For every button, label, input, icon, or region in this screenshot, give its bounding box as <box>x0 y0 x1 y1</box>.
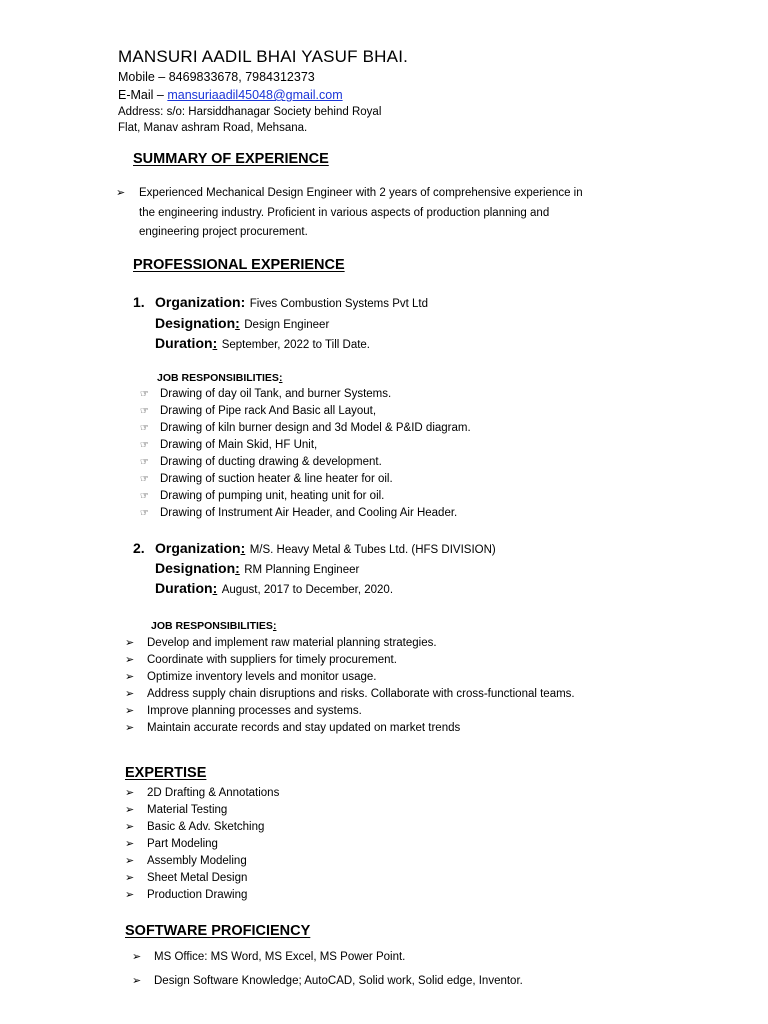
designation-label: Designation <box>155 315 236 331</box>
list-item: ➢ Address supply chain disruptions and risks. Collaborate with cross-functional teams. <box>125 686 575 703</box>
summary-arrow-icon: ➢ <box>116 187 126 199</box>
list-item: ☞ Drawing of ducting drawing & development. <box>140 454 471 471</box>
job-2-responsibilities <box>125 635 575 737</box>
list-item: ➢ Improve planning processes and systems. <box>125 703 575 720</box>
list-item: ➢ Maintain accurate records and stay updated on market trends <box>125 720 575 737</box>
pointing-hand-icon: ☞ <box>140 491 149 502</box>
pointing-hand-icon: ☞ <box>140 389 149 400</box>
pointing-hand-icon: ☞ <box>140 440 149 451</box>
arrow-bullet-icon: ➢ <box>125 688 135 700</box>
list-item: ➢ Assembly Modeling <box>125 853 279 870</box>
organization-label: Organization <box>155 294 241 310</box>
email-label: E-Mail – <box>118 88 168 102</box>
arrow-bullet-icon: ➢ <box>125 889 135 901</box>
arrow-bullet-icon: ➢ <box>125 855 135 867</box>
list-item: ➢ 2D Drafting & Annotations <box>125 785 279 802</box>
job-2-responsibilities-heading: JOB RESPONSIBILITIES: <box>151 620 277 632</box>
pointing-hand-icon: ☞ <box>140 457 149 468</box>
summary-heading: SUMMARY OF EXPERIENCE <box>133 151 329 167</box>
arrow-bullet-icon: ➢ <box>125 787 135 799</box>
organization-value: M/S. Heavy Metal & Tubes Ltd. (HFS DIVISION) <box>249 544 496 556</box>
summary-paragraph <box>139 184 609 243</box>
arrow-bullet-icon: ➢ <box>125 705 135 717</box>
job-2-designation: Designation: RM Planning Engineer <box>155 560 360 576</box>
software-item: ➢ MS Office: MS Word, MS Excel, MS Power Point. <box>132 951 406 963</box>
list-item: ➢ Material Testing <box>125 802 279 819</box>
address-line-1: Address: s/o: Harsiddhanagar Society behind Royal <box>118 106 382 118</box>
arrow-bullet-icon: ➢ <box>125 722 135 734</box>
pointing-hand-icon: ☞ <box>140 423 149 434</box>
arrow-bullet-icon: ➢ <box>125 804 135 816</box>
duration-value: August, 2017 to December, 2020. <box>221 584 394 596</box>
expertise-heading: EXPERTISE <box>125 765 207 781</box>
job-1-responsibilities-heading: JOB RESPONSIBILITIES: <box>157 372 283 384</box>
pointing-hand-icon: ☞ <box>140 406 149 417</box>
job-1-duration: Duration: September, 2022 to Till Date. <box>155 335 370 351</box>
list-item: ☞ Drawing of Instrument Air Header, and Cooling Air Header. <box>140 505 471 522</box>
address-line-2: Flat, Manav ashram Road, Mehsana. <box>118 122 308 134</box>
arrow-bullet-icon: ➢ <box>125 654 135 666</box>
list-item: ☞ Drawing of Pipe rack And Basic all Layout, <box>140 403 471 420</box>
arrow-bullet-icon: ➢ <box>132 975 142 987</box>
software-item: ➢ Design Software Knowledge; AutoCAD, Solid work, Solid edge, Inventor. <box>132 975 523 987</box>
list-item: ➢ Coordinate with suppliers for timely procurement. <box>125 652 575 669</box>
job-number: 1. <box>133 294 145 310</box>
pointing-hand-icon: ☞ <box>140 508 149 519</box>
email-link[interactable]: mansuriaadil45048@gmail.com <box>167 88 343 102</box>
designation-value: Design Engineer <box>244 319 330 331</box>
summary-line: engineering project procurement. <box>139 226 308 238</box>
duration-label: Duration <box>155 580 213 596</box>
arrow-bullet-icon: ➢ <box>125 872 135 884</box>
mobile-label: Mobile – <box>118 70 169 84</box>
job-1-responsibilities <box>140 386 471 522</box>
list-item: ➢ Develop and implement raw material planning strategies. <box>125 635 575 652</box>
experience-heading: PROFESSIONAL EXPERIENCE <box>133 257 345 273</box>
duration-value: September, 2022 to Till Date. <box>221 339 370 351</box>
list-item: ➢ Production Drawing <box>125 887 279 904</box>
designation-value: RM Planning Engineer <box>244 564 360 576</box>
job-1-designation: Designation: Design Engineer <box>155 315 330 331</box>
software-heading: SOFTWARE PROFICIENCY <box>125 923 311 939</box>
pointing-hand-icon: ☞ <box>140 474 149 485</box>
summary-line: the engineering industry. Proficient in various aspects of production planning and <box>139 206 550 219</box>
candidate-name: MANSURI AADIL BHAI YASUF BHAI. <box>118 47 409 66</box>
list-item: ☞ Drawing of Main Skid, HF Unit, <box>140 437 471 454</box>
list-item: ➢ Part Modeling <box>125 836 279 853</box>
list-item: ☞ Drawing of kiln burner design and 3d Model & P&ID diagram. <box>140 420 471 437</box>
list-item: ☞ Drawing of suction heater & line heater for oil. <box>140 471 471 488</box>
arrow-bullet-icon: ➢ <box>125 671 135 683</box>
summary-line: Experienced Mechanical Design Engineer with 2 years of comprehensive experience in <box>139 187 583 199</box>
job-number: 2. <box>133 540 145 556</box>
arrow-bullet-icon: ➢ <box>132 951 142 963</box>
organization-label: Organization <box>155 540 241 556</box>
list-item: ➢ Sheet Metal Design <box>125 870 279 887</box>
job-1-organization: 1. Organization: Fives Combustion Systems Pvt Ltd <box>133 294 428 310</box>
list-item: ➢ Basic & Adv. Sketching <box>125 819 279 836</box>
job-2-organization: 2. Organization: M/S. Heavy Metal & Tubes Ltd. (HFS DIVISION) <box>133 540 496 556</box>
designation-label: Designation <box>155 560 236 576</box>
mobile-line <box>118 70 315 84</box>
mobile-numbers: 8469833678, 7984312373 <box>168 70 315 84</box>
list-item: ☞ Drawing of day oil Tank, and burner Systems. <box>140 386 471 403</box>
arrow-bullet-icon: ➢ <box>125 821 135 833</box>
list-item: ☞ Drawing of pumping unit, heating unit for oil. <box>140 488 471 505</box>
job-2-duration: Duration: August, 2017 to December, 2020. <box>155 580 394 596</box>
organization-value: Fives Combustion Systems Pvt Ltd <box>249 298 428 310</box>
expertise-list <box>125 785 279 904</box>
arrow-bullet-icon: ➢ <box>125 637 135 649</box>
email-line <box>118 88 343 102</box>
list-item: ➢ Optimize inventory levels and monitor usage. <box>125 669 575 686</box>
arrow-bullet-icon: ➢ <box>125 838 135 850</box>
duration-label: Duration <box>155 335 213 351</box>
